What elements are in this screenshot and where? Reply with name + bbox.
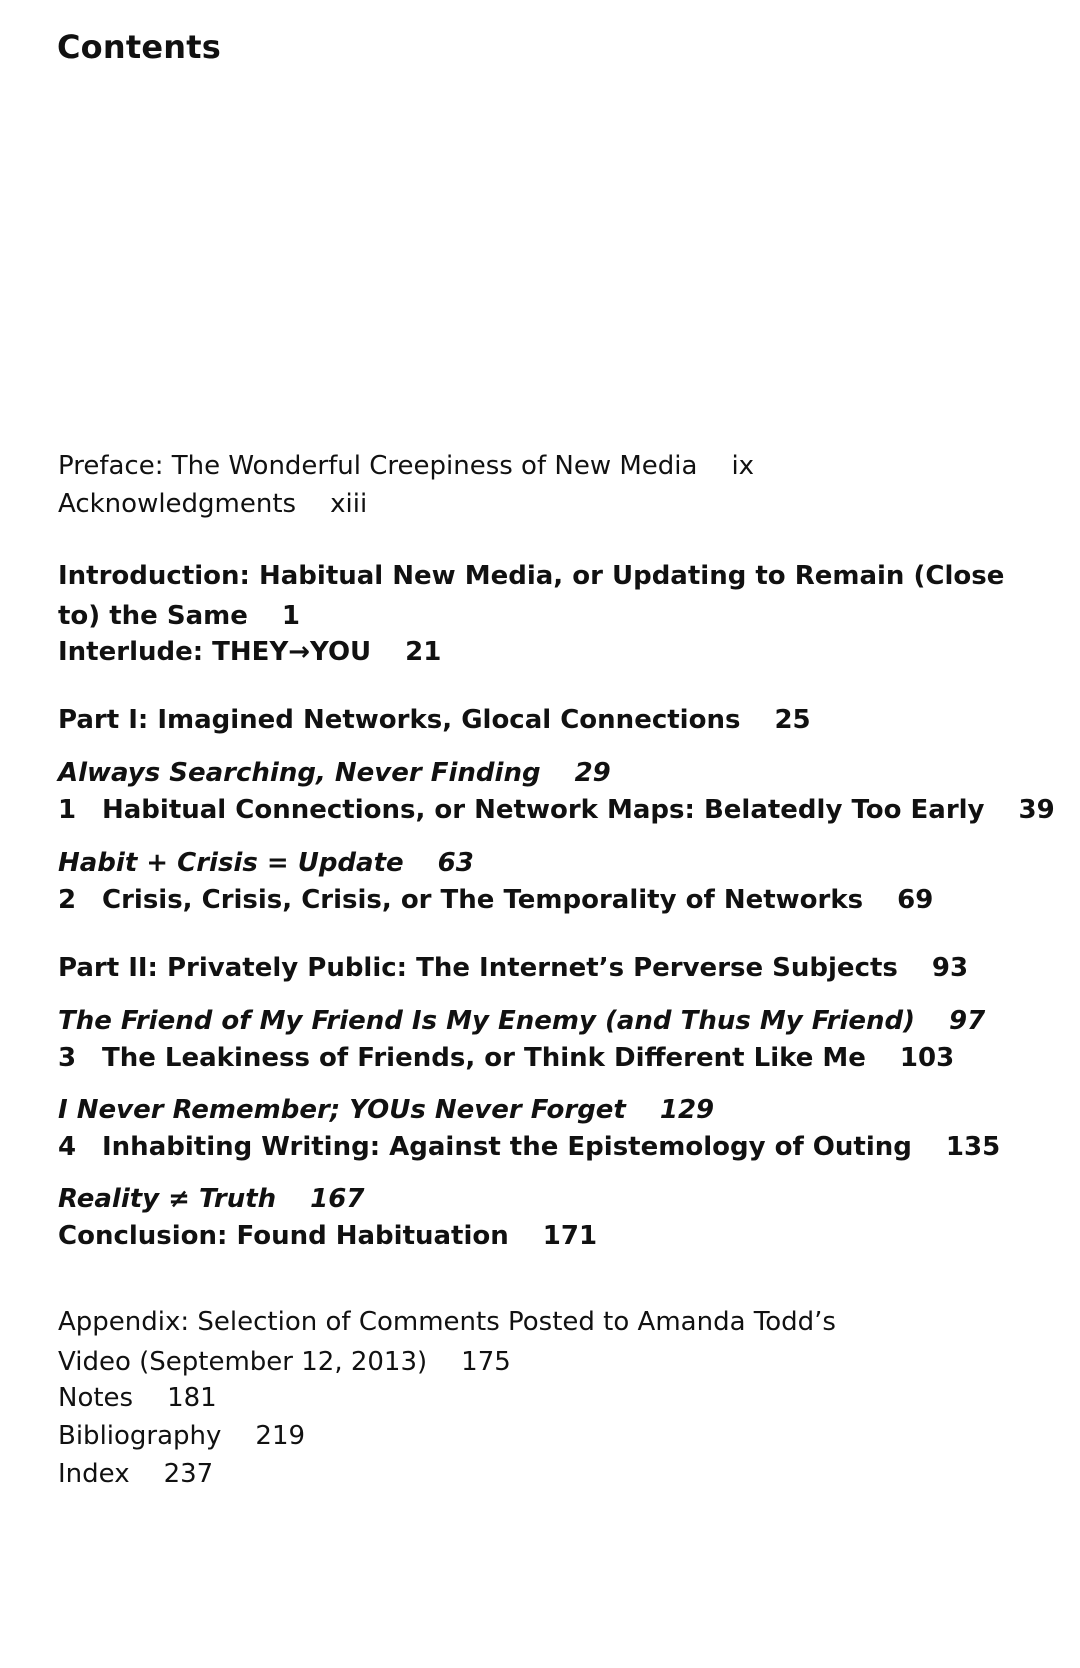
entry-label: The Leakiness of Friends, or Think Different Like Me (102, 1043, 866, 1073)
entry-page: xiii (330, 489, 368, 519)
entry-page: 103 (899, 1043, 955, 1073)
toc-entry-friend-of-friend (58, 1001, 985, 1041)
toc-entry-conclusion (58, 1216, 597, 1256)
toc-entry-interlude (58, 632, 441, 672)
entry-page: 237 (163, 1459, 214, 1489)
page-title: Contents (57, 28, 221, 66)
entry-page: 1 (281, 601, 300, 631)
toc-entry-acknowledgments (58, 484, 367, 524)
entry-page: 181 (167, 1383, 217, 1413)
entry-label: Bibliography (58, 1421, 222, 1451)
entry-page: 25 (774, 705, 811, 735)
entry-page: 167 (310, 1184, 365, 1214)
toc-entry-part-1 (58, 700, 811, 740)
toc-entry-part-2 (58, 948, 968, 988)
toc-entry-chapter-4 (58, 1127, 1000, 1167)
entry-page: 69 (897, 885, 934, 915)
toc-entry-habit-crisis (58, 843, 474, 883)
entry-label: Part I: Imagined Networks, Glocal Connections (58, 705, 741, 735)
entry-label: Acknowledgments (58, 489, 297, 519)
entry-label: Crisis, Crisis, Crisis, or The Temporality of Networks (102, 885, 864, 915)
entry-page: 39 (1018, 795, 1055, 825)
toc-entry-chapter-2 (58, 880, 933, 920)
entry-page: 21 (405, 637, 442, 667)
entry-label: Habitual Connections, or Network Maps: Belatedly Too Early (102, 795, 985, 825)
toc-entry-appendix (58, 1302, 888, 1382)
entry-label: I Never Remember; YOUs Never Forget (58, 1095, 626, 1125)
entry-label: Always Searching, Never Finding (58, 758, 541, 788)
entry-label: Inhabiting Writing: Against the Epistemology of Outing (102, 1132, 912, 1162)
toc-entry-preface (58, 446, 754, 486)
toc-entry-never-remember (58, 1090, 714, 1130)
entry-page: 29 (574, 758, 611, 788)
toc-entry-bibliography (58, 1416, 305, 1456)
entry-page: 93 (931, 953, 969, 983)
toc-entry-chapter-3 (58, 1038, 954, 1078)
entry-page: 129 (659, 1095, 715, 1125)
entry-page: 97 (949, 1006, 986, 1036)
toc-entry-index (58, 1454, 213, 1494)
chapter-number: 4 (58, 1132, 77, 1162)
entry-page: ix (731, 451, 755, 481)
entry-page: 219 (255, 1421, 306, 1451)
entry-label: Appendix: Selection of Comments Posted to Amanda Todd’s Video (September 12, 2013) (58, 1307, 836, 1377)
entry-label: Preface: The Wonderful Creepiness of New Media (58, 451, 698, 481)
toc-entry-introduction (58, 556, 1018, 636)
entry-label: Reality ≠ Truth (58, 1184, 277, 1214)
entry-label: Part II: Privately Public: The Internet’s Perverse Subjects (58, 953, 898, 983)
entry-page: 175 (461, 1347, 511, 1377)
chapter-number: 3 (58, 1043, 77, 1073)
entry-label: The Friend of My Friend Is My Enemy (and Thus My Friend) (58, 1006, 916, 1036)
entry-label: Conclusion: Found Habituation (58, 1221, 509, 1251)
toc-entry-notes (58, 1378, 217, 1418)
entry-label: Index (58, 1459, 130, 1489)
entry-label: Notes (58, 1383, 134, 1413)
chapter-number: 2 (58, 885, 77, 915)
entry-label: Interlude: THEY→YOU (58, 637, 372, 667)
entry-label: Habit + Crisis = Update (58, 848, 404, 878)
toc-entry-reality-truth (58, 1179, 364, 1219)
chapter-number: 1 (58, 795, 77, 825)
entry-label: Introduction: Habitual New Media, or Updating to Remain (Close to) the Same (58, 561, 1005, 631)
toc-entry-chapter-1 (58, 790, 1055, 830)
entry-page: 63 (437, 848, 474, 878)
toc-entry-always-searching (58, 753, 611, 793)
entry-page: 171 (542, 1221, 598, 1251)
entry-page: 135 (945, 1132, 1001, 1162)
